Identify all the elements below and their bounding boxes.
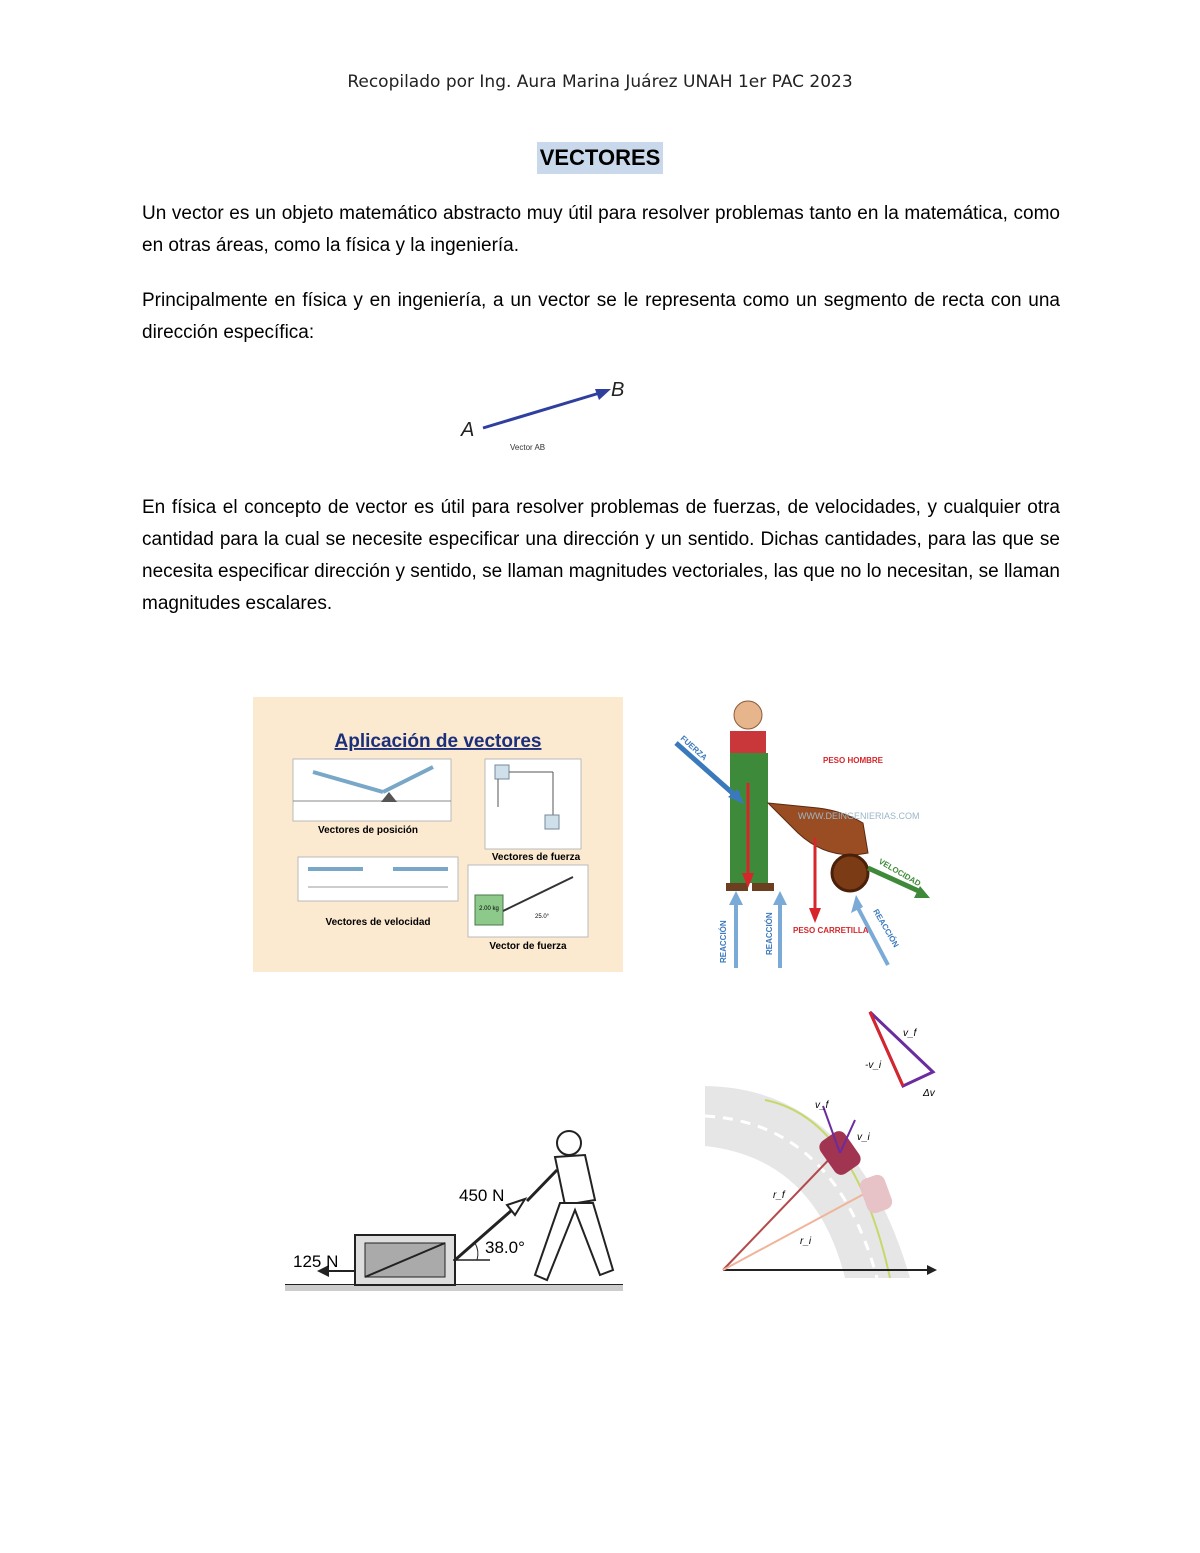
vector-start-label: A bbox=[461, 419, 475, 441]
ri-label: r_i bbox=[800, 1236, 812, 1247]
page-header: Recopilado por Ing. Aura Marina Juárez UNAH 1er PAC 2023 bbox=[347, 72, 853, 92]
vf-curve-label: v_f bbox=[815, 1100, 829, 1111]
reaction-label-2: REACCIÓN bbox=[765, 912, 774, 955]
vector-ab-figure bbox=[455, 372, 645, 456]
single-force-label: Vector de fuerza bbox=[489, 941, 567, 952]
vector-end-label: B bbox=[611, 379, 625, 401]
panel-title: Aplicación de vectores bbox=[334, 731, 542, 752]
velocity-label: VELOCIDAD bbox=[877, 856, 923, 889]
watermark: WWW.DEINGENIERIAS.COM bbox=[798, 811, 920, 821]
angle-label: 25.0° bbox=[535, 914, 550, 920]
position-vectors-label: Vectores de posición bbox=[317, 825, 419, 836]
mass-label: 2.00 kg bbox=[479, 906, 499, 912]
vi-curve-label: v_i bbox=[857, 1132, 870, 1143]
intro-paragraph: Un vector es un objeto matemático abstracto muy útil para resolver problemas tanto en la matemática, como en otras áreas, como la física y la ingeniería. bbox=[142, 203, 1060, 256]
curve-figure bbox=[705, 1008, 945, 1288]
minus-vi-label: -v_i bbox=[865, 1060, 882, 1071]
man-weight-label: PESO HOMBRE bbox=[823, 756, 884, 765]
page-title: VECTORES bbox=[537, 142, 664, 174]
velocity-vectors-label: Vectores de velocidad bbox=[325, 917, 431, 928]
angle-label: 38.0° bbox=[485, 1238, 525, 1257]
representation-paragraph: Principalmente en física y en ingeniería, a un vector se le representa como un segmento de recta con una dirección específica: bbox=[142, 290, 1060, 343]
pulling-crate-figure bbox=[285, 1125, 625, 1295]
friction-force-label: 125 N bbox=[293, 1252, 339, 1271]
applied-force-label: 450 N bbox=[459, 1186, 505, 1205]
force-vectors-label: Vectores de fuerza bbox=[491, 852, 581, 863]
reaction-label-3: REACCIÓN bbox=[871, 907, 901, 949]
delta-v-label: Δv bbox=[923, 1088, 935, 1099]
vector-caption: Vector AB bbox=[510, 443, 546, 452]
reaction-label-1: REACCIÓN bbox=[719, 920, 728, 963]
application-panel bbox=[253, 697, 623, 972]
force-label: FUERZA bbox=[678, 733, 709, 763]
rf-label: r_f bbox=[773, 1190, 785, 1201]
barrow-weight-label: PESO CARRETILLA bbox=[793, 926, 869, 935]
wheelbarrow-figure bbox=[668, 693, 938, 973]
vf-triangle-label: v_f bbox=[903, 1028, 917, 1039]
physics-paragraph: En física el concepto de vector es útil para resolver problemas de fuerzas, de velocidades, y cualquier otra cantidad para la cual se necesite especificar una dirección y un sentido. Dichas cantidades, para las que se necesita especificar dirección y sentido, se llaman magnitudes vectoriales, las que no lo necesitan, se llaman magnitudes escalares. bbox=[142, 497, 1060, 614]
